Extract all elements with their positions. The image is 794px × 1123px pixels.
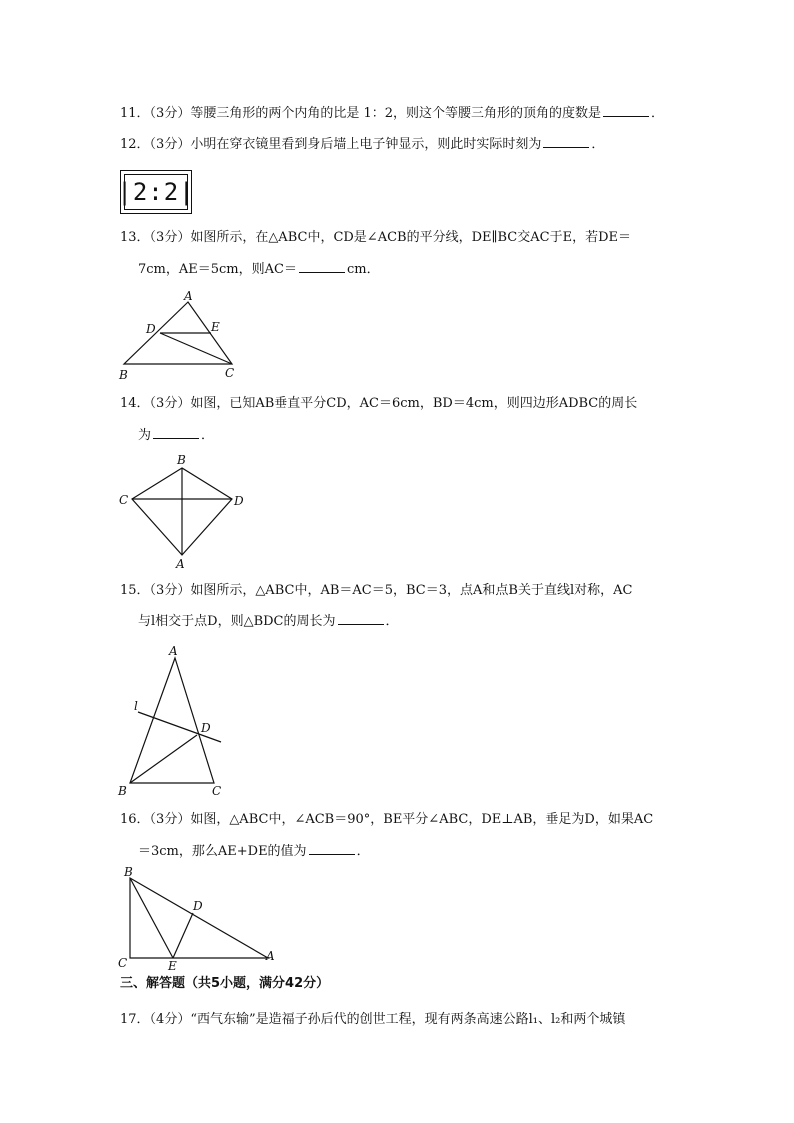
label-e: E [211, 320, 220, 334]
answer-blank[interactable] [338, 612, 384, 625]
quadrilateral-adbc [132, 468, 232, 555]
q12-suffix: ． [591, 137, 605, 152]
q13-suffix: cm． [346, 262, 380, 277]
question-14-line-1: 14．（3分）如图，已知AB垂直平分CD，AC＝6cm，BD＝4cm，则四边形ADBC的周长 [120, 396, 638, 411]
q15-suffix: ． [385, 614, 399, 629]
label-b: B [119, 368, 128, 382]
label-c: C [119, 493, 129, 507]
label-a: A [176, 557, 185, 571]
q15-text: 与l相交于点D，则△BDC的周长为 [138, 614, 336, 629]
label-e: E [168, 959, 177, 973]
question-15-line-2 [138, 612, 698, 631]
line-l [138, 712, 221, 742]
segment-de [173, 913, 193, 958]
label-c: C [225, 366, 235, 380]
triangle-abc [130, 658, 214, 783]
segment-bd [130, 735, 197, 783]
question-16-line-1: 16．（3分）如图，△ABC中，∠ACB＝90°，BE平分∠ABC，DE⊥AB，垂足为D，如果AC [120, 812, 654, 827]
label-c: C [118, 956, 128, 970]
q13-text: 7cm，AE＝5cm，则AC＝ [138, 262, 297, 277]
triangle-abc [124, 302, 232, 364]
segment-cd [160, 333, 232, 364]
label-b: B [118, 784, 127, 798]
question-17-line-1: 17．（4分）“西气东输”是造福子孙后代的创世工程，现有两条高速公路l₁、l₂和两个城镇 [120, 1012, 626, 1027]
triangle-abc [130, 878, 268, 958]
mirror-clock-figure [117, 170, 195, 214]
label-b: B [177, 453, 186, 467]
question-11 [120, 104, 680, 123]
clock-display: |2:2| [124, 174, 188, 210]
label-d: D [146, 322, 156, 336]
question-13-line-2 [138, 260, 698, 279]
label-d: D [234, 494, 244, 508]
q16-text: ＝3cm，那么AE+DE的值为 [138, 844, 307, 859]
question-14-line-2 [138, 426, 698, 445]
q14-text: 为 [138, 428, 152, 443]
q11-text: 11．（3分）等腰三角形的两个内角的比是 1：2，则这个等腰三角形的顶角的度数是 [120, 106, 601, 121]
segment-be [130, 878, 173, 958]
answer-blank[interactable] [543, 135, 589, 148]
label-a: A [184, 289, 193, 303]
q14-suffix: ． [201, 428, 215, 443]
label-a: A [266, 949, 275, 963]
q16-suffix: ． [356, 844, 370, 859]
answer-blank[interactable] [309, 842, 355, 855]
label-d: D [193, 899, 203, 913]
answer-blank[interactable] [603, 104, 649, 117]
label-a: A [169, 644, 178, 658]
question-12 [120, 135, 680, 154]
label-d: D [201, 721, 211, 735]
label-b: B [124, 865, 133, 879]
question-16-line-2 [138, 842, 698, 861]
label-l: l [134, 699, 138, 713]
label-c: C [212, 784, 222, 798]
answer-blank[interactable] [153, 426, 199, 439]
section-heading: 三、解答题（共5小题，满分42分） [120, 976, 330, 991]
answer-blank[interactable] [299, 260, 345, 273]
question-15-line-1: 15．（3分）如图所示，△ABC中，AB＝AC＝5，BC＝3，点A和点B关于直线l对称，AC [120, 583, 633, 598]
q11-suffix: ． [651, 106, 665, 121]
q12-text: 12．（3分）小明在穿衣镜里看到身后墙上电子钟显示，则此时实际时刻为 [120, 137, 542, 152]
question-13-line-1: 13．（3分）如图所示，在△ABC中，CD是∠ACB的平分线，DE∥BC交AC于E，若DE＝ [120, 230, 631, 245]
